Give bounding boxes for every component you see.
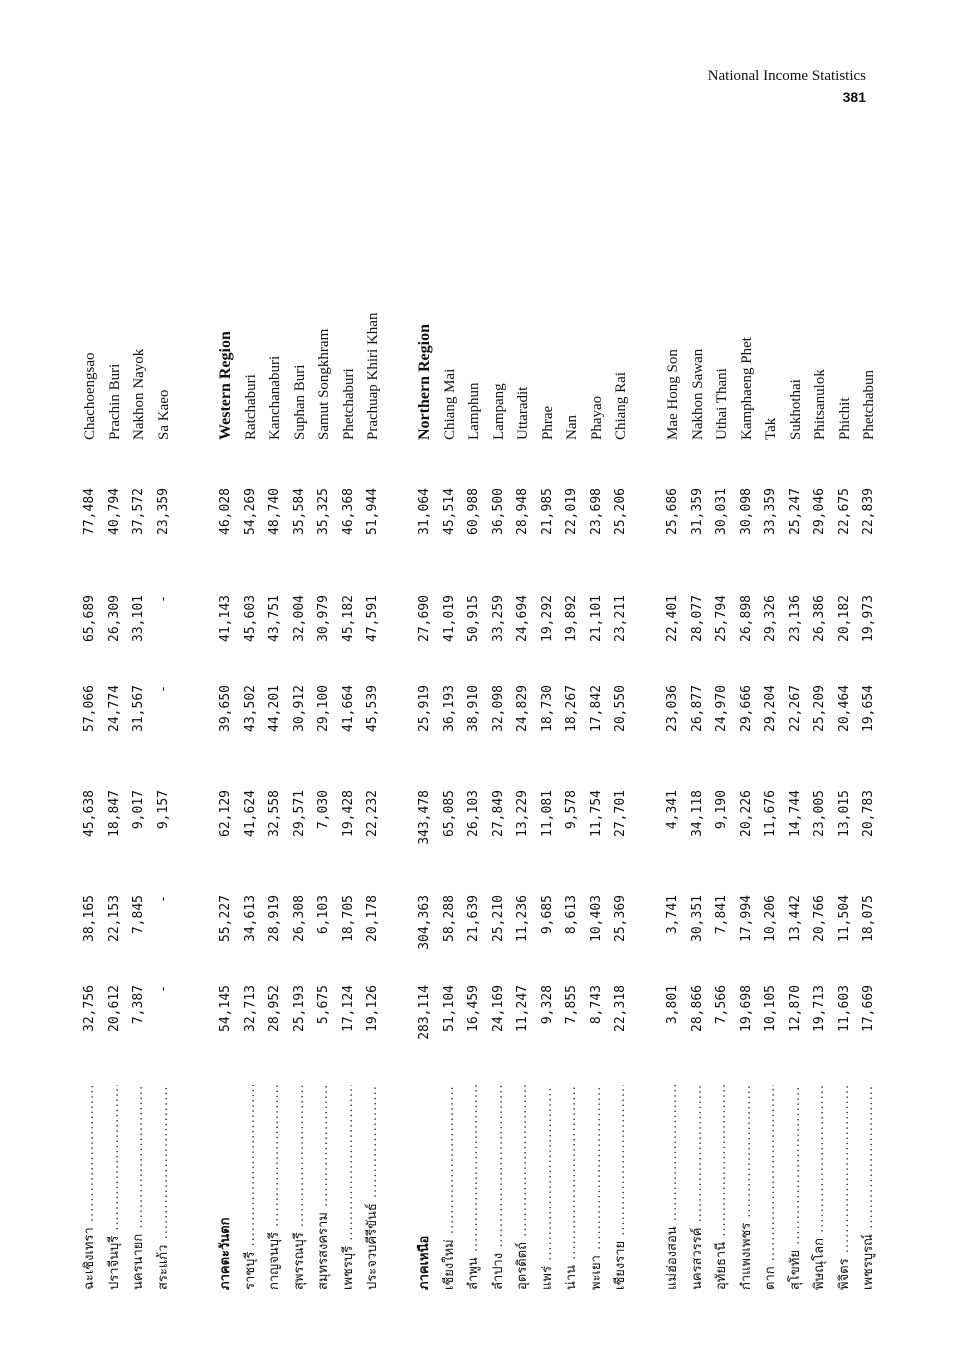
english-name: Uttaradit — [515, 386, 531, 440]
thai-name: แม่ฮ่องสอน ..... — [661, 1085, 686, 1290]
value-cell: 17,994 — [738, 895, 754, 942]
province-row — [78, 240, 103, 1290]
province-row — [759, 240, 784, 1290]
value-cell: 19,698 — [738, 985, 754, 1032]
value-cell: 29,571 — [291, 790, 307, 837]
value-cell: 41,019 — [441, 595, 457, 642]
value-cell: 9,190 — [714, 790, 729, 830]
thai-name: พะเยา ..... — [585, 1085, 610, 1290]
thai-name: เพชรบุรี ..... — [337, 1085, 362, 1290]
value-cell: 25,369 — [613, 895, 628, 942]
value-cell: 25,193 — [291, 985, 307, 1032]
value-cell: - — [155, 595, 171, 603]
value-cell: 23,698 — [588, 488, 604, 535]
province-row — [127, 240, 152, 1290]
thai-name: ตาก ..... — [759, 1085, 784, 1290]
english-name: Nakhon Nayok — [131, 348, 147, 440]
english-name: Lamphun — [466, 382, 482, 440]
province-row — [661, 240, 686, 1290]
value-cell: 19,713 — [812, 985, 827, 1032]
value-cell: 36,193 — [441, 685, 457, 732]
province-row — [686, 240, 711, 1290]
thai-name: สมุทรสงคราม ..... — [312, 1085, 337, 1290]
english-name: Nakhon Sawan — [689, 348, 706, 440]
value-cell: 19,126 — [365, 985, 380, 1032]
value-cell: 26,103 — [466, 790, 481, 837]
value-cell: 48,740 — [267, 488, 282, 535]
value-cell: 7,845 — [131, 895, 146, 935]
province-row — [857, 240, 882, 1290]
value-cell: 20,464 — [836, 685, 852, 732]
english-name: Tak — [763, 417, 779, 440]
english-name: Suphan Buri — [291, 364, 308, 440]
value-cell: 45,182 — [340, 595, 356, 642]
value-cell: 4,341 — [665, 790, 680, 830]
thai-name: พิจิตร ..... — [833, 1085, 858, 1290]
english-name: Sukhothai — [787, 379, 804, 440]
thai-name: ปราจีนบุรี ..... — [103, 1085, 128, 1290]
value-cell: 13,442 — [787, 895, 803, 942]
value-cell: 20,550 — [613, 685, 628, 732]
value-cell: 32,004 — [291, 595, 307, 642]
value-cell: 22,318 — [613, 985, 628, 1032]
value-cell: 21,985 — [539, 488, 555, 535]
value-cell: 43,751 — [267, 595, 282, 642]
thai-name: เชียงใหม่ ..... — [438, 1085, 463, 1290]
value-cell: 13,015 — [836, 790, 852, 837]
thai-name: กาญจนบุรี ..... — [263, 1085, 288, 1290]
value-cell: 16,459 — [466, 985, 481, 1032]
english-name: Mae Hong Son — [665, 349, 681, 440]
value-cell: 36,500 — [490, 488, 506, 535]
value-cell: 11,603 — [836, 985, 852, 1032]
province-row — [585, 240, 610, 1290]
value-cell: 25,209 — [812, 685, 827, 732]
region-row — [214, 240, 239, 1290]
value-cell: 29,666 — [738, 685, 754, 732]
value-cell: 65,689 — [82, 595, 97, 642]
value-cell: 20,766 — [812, 895, 827, 942]
publication-title: National Income Statistics — [707, 68, 866, 84]
value-cell: 18,075 — [861, 895, 876, 942]
value-cell: 23,136 — [787, 595, 803, 642]
value-cell: 27,690 — [417, 595, 432, 642]
province-row — [536, 240, 561, 1290]
value-cell: 21,101 — [588, 595, 604, 642]
thai-name: ประจวบคีรีขันธ์ ..... — [361, 1085, 386, 1290]
value-cell: 30,031 — [714, 488, 729, 535]
row-group — [413, 240, 634, 1290]
value-cell: 11,754 — [588, 790, 604, 837]
row-group — [214, 240, 386, 1290]
value-cell: 26,386 — [812, 595, 827, 642]
province-row — [710, 240, 735, 1290]
value-cell: 28,952 — [267, 985, 282, 1032]
value-cell: 7,841 — [714, 895, 729, 935]
value-cell: 46,028 — [218, 488, 233, 535]
value-cell: 29,204 — [763, 685, 778, 732]
province-row — [361, 240, 386, 1290]
value-cell: 32,713 — [242, 985, 258, 1032]
province-row — [735, 240, 760, 1290]
value-cell: 13,229 — [515, 790, 530, 837]
value-cell: 19,292 — [539, 595, 555, 642]
english-name: Phitsanulok — [812, 369, 828, 440]
value-cell: 58,288 — [441, 895, 457, 942]
province-row — [609, 240, 634, 1290]
value-cell: 19,892 — [564, 595, 579, 642]
value-cell: 18,730 — [539, 685, 555, 732]
english-name: Phayao — [588, 395, 605, 440]
value-cell: 55,227 — [218, 895, 233, 942]
region-row — [413, 240, 438, 1290]
value-cell: 54,145 — [218, 985, 233, 1032]
value-cell: 35,325 — [316, 488, 331, 535]
english-name: Chachoengsao — [82, 352, 98, 440]
value-cell: 22,401 — [665, 595, 680, 642]
value-cell: 25,794 — [714, 595, 729, 642]
value-cell: 77,484 — [82, 488, 97, 535]
value-cell: 20,178 — [365, 895, 380, 942]
value-cell: 46,368 — [340, 488, 356, 535]
english-name: Kamphaeng Phet — [738, 337, 755, 440]
value-cell: 9,685 — [539, 895, 555, 935]
province-row — [337, 240, 362, 1290]
english-name: Lampang — [490, 383, 507, 440]
thai-name: พิษณุโลก ..... — [808, 1085, 833, 1290]
income-table — [78, 240, 878, 1290]
value-cell: 17,842 — [588, 685, 604, 732]
value-cell: 11,504 — [836, 895, 852, 942]
value-cell: 8,613 — [564, 895, 579, 935]
value-cell: 28,077 — [689, 595, 705, 642]
english-name: Samut Songkhram — [316, 328, 332, 440]
value-cell: 30,351 — [689, 895, 705, 942]
thai-name: อุทัยธานี ..... — [710, 1085, 735, 1290]
value-cell: 7,566 — [714, 985, 729, 1025]
value-cell: 34,118 — [689, 790, 705, 837]
english-name: Western Region — [217, 331, 234, 440]
value-cell: 20,612 — [106, 985, 122, 1032]
english-name: Phetchaburi — [340, 368, 357, 440]
value-cell: 18,267 — [564, 685, 579, 732]
value-cell: 20,182 — [836, 595, 852, 642]
value-cell: 12,870 — [787, 985, 803, 1032]
value-cell: 51,944 — [365, 488, 380, 535]
value-cell: 23,005 — [812, 790, 827, 837]
value-cell: 11,247 — [515, 985, 530, 1032]
value-cell: 7,387 — [131, 985, 146, 1025]
value-cell: 22,153 — [106, 895, 122, 942]
value-cell: 32,756 — [82, 985, 97, 1032]
value-cell: 11,236 — [515, 895, 530, 942]
value-cell: 25,919 — [417, 685, 432, 732]
english-name: Phrae — [539, 405, 556, 440]
value-cell: 7,855 — [564, 985, 579, 1025]
province-row — [438, 240, 463, 1290]
value-cell: 24,774 — [106, 685, 122, 732]
value-cell: 19,654 — [861, 685, 876, 732]
value-cell: 31,064 — [417, 488, 432, 535]
value-cell: 38,910 — [466, 685, 481, 732]
english-name: Prachin Buri — [106, 363, 123, 440]
value-cell: 5,675 — [316, 985, 331, 1025]
value-cell: 22,675 — [836, 488, 852, 535]
province-row — [288, 240, 313, 1290]
value-cell: 33,259 — [490, 595, 506, 642]
value-cell: 45,638 — [82, 790, 97, 837]
value-cell: 23,036 — [665, 685, 680, 732]
english-name: Chiang Rai — [613, 372, 629, 440]
thai-name: ภาคเหนือ — [417, 1235, 432, 1290]
value-cell: 41,624 — [242, 790, 258, 837]
value-cell: 24,829 — [515, 685, 530, 732]
value-cell: 25,247 — [787, 488, 803, 535]
thai-name: สุพรรณบุรี ..... — [288, 1085, 313, 1290]
english-name: Sa Kaeo — [155, 389, 172, 440]
value-cell: 37,572 — [131, 488, 146, 535]
value-cell: 26,309 — [106, 595, 122, 642]
value-cell: - — [155, 985, 171, 993]
value-cell: 33,359 — [763, 488, 778, 535]
value-cell: 33,101 — [131, 595, 146, 642]
thai-name: กำแพงเพชร ..... — [735, 1085, 760, 1290]
value-cell: 10,403 — [588, 895, 604, 942]
value-cell: 30,912 — [291, 685, 307, 732]
value-cell: 26,877 — [689, 685, 705, 732]
province-row — [239, 240, 264, 1290]
value-cell: 24,970 — [714, 685, 729, 732]
thai-name: ภาคตะวันตก — [218, 1217, 233, 1290]
value-cell: 45,539 — [365, 685, 380, 732]
value-cell: 32,098 — [490, 685, 506, 732]
value-cell: 3,741 — [665, 895, 680, 935]
thai-name: สระแก้ว ..... — [152, 1085, 177, 1290]
value-cell: 17,669 — [861, 985, 876, 1032]
page-number: 381 — [842, 89, 866, 105]
value-cell: 21,639 — [466, 895, 481, 942]
english-name: Chiang Mai — [441, 368, 458, 440]
value-cell: - — [155, 685, 171, 693]
value-cell: 45,603 — [242, 595, 258, 642]
value-cell: 20,783 — [861, 790, 876, 837]
value-cell: 283,114 — [417, 985, 432, 1040]
value-cell: 7,030 — [316, 790, 331, 830]
value-cell: 29,100 — [316, 685, 331, 732]
value-cell: 40,794 — [106, 488, 122, 535]
value-cell: 29,326 — [763, 595, 778, 642]
thai-name: เพชรบูรณ์ ..... — [857, 1085, 882, 1290]
value-cell: 45,514 — [441, 488, 457, 535]
province-row — [462, 240, 487, 1290]
province-row — [263, 240, 288, 1290]
province-row — [784, 240, 809, 1290]
value-cell: 343,478 — [417, 790, 432, 845]
page-header — [708, 66, 866, 108]
value-cell: 34,613 — [242, 895, 258, 942]
value-cell: 9,017 — [131, 790, 146, 830]
value-cell: 9,328 — [539, 985, 555, 1025]
province-row — [808, 240, 833, 1290]
value-cell: 25,686 — [665, 488, 680, 535]
value-cell: 28,948 — [515, 488, 530, 535]
thai-name: สุโขทัย ..... — [784, 1085, 809, 1290]
value-cell: 44,201 — [267, 685, 282, 732]
english-name: Northern Region — [416, 324, 433, 440]
value-cell: 22,232 — [365, 790, 380, 837]
value-cell: 8,743 — [588, 985, 604, 1025]
value-cell: 31,359 — [689, 488, 705, 535]
value-cell: 28,919 — [267, 895, 282, 942]
value-cell: 50,915 — [466, 595, 481, 642]
value-cell: 9,578 — [564, 790, 579, 830]
value-cell: 39,650 — [218, 685, 233, 732]
value-cell: 31,567 — [131, 685, 146, 732]
value-cell: 19,973 — [861, 595, 876, 642]
thai-name: น่าน ..... — [560, 1085, 585, 1290]
value-cell: 17,124 — [340, 985, 356, 1032]
thai-name: ราชบุรี ..... — [239, 1085, 264, 1290]
province-row — [833, 240, 858, 1290]
value-cell: 19,428 — [340, 790, 356, 837]
value-cell: 35,584 — [291, 488, 307, 535]
value-cell: 304,363 — [417, 895, 432, 950]
thai-name: ฉะเชิงเทรา ..... — [78, 1085, 103, 1290]
value-cell: 23,211 — [613, 595, 628, 642]
value-cell: 23,359 — [155, 488, 171, 535]
province-row — [152, 240, 177, 1290]
value-cell: 54,269 — [242, 488, 258, 535]
value-cell: 11,081 — [539, 790, 555, 837]
value-cell: 26,308 — [291, 895, 307, 942]
english-name: Phetchabun — [861, 370, 877, 440]
english-name: Ratchaburi — [242, 374, 259, 440]
value-cell: 10,105 — [763, 985, 778, 1032]
value-cell: 38,165 — [82, 895, 97, 942]
value-cell: 18,847 — [106, 790, 122, 837]
value-cell: 24,169 — [490, 985, 506, 1032]
value-cell: 25,206 — [613, 488, 628, 535]
value-cell: 27,701 — [613, 790, 628, 837]
value-cell: 60,988 — [466, 488, 481, 535]
value-cell: 28,866 — [689, 985, 705, 1032]
english-name: Kanchanaburi — [267, 355, 283, 440]
thai-name: นครนายก ..... — [127, 1085, 152, 1290]
value-cell: 32,558 — [267, 790, 282, 837]
thai-name: อุตรดิตถ์ ..... — [511, 1085, 536, 1290]
value-cell: 41,143 — [218, 595, 233, 642]
english-name: Phichit — [836, 397, 853, 440]
value-cell: 18,705 — [340, 895, 356, 942]
value-cell: 20,226 — [738, 790, 754, 837]
thai-name: ลำปาง ..... — [487, 1085, 512, 1290]
value-cell: 10,206 — [763, 895, 778, 942]
thai-name: นครสวรรค์ ..... — [686, 1085, 711, 1290]
value-cell: 57,066 — [82, 685, 97, 732]
value-cell: 22,839 — [861, 488, 876, 535]
value-cell: 43,502 — [242, 685, 258, 732]
value-cell: 24,694 — [515, 595, 530, 642]
value-cell: 29,046 — [812, 488, 827, 535]
value-cell: 27,849 — [490, 790, 506, 837]
province-row — [511, 240, 536, 1290]
value-cell: 22,019 — [564, 488, 579, 535]
english-name: Prachuap Khiri Khan — [365, 312, 381, 440]
value-cell: 41,664 — [340, 685, 356, 732]
value-cell: 14,744 — [787, 790, 803, 837]
value-cell: 47,591 — [365, 595, 380, 642]
thai-name: เชียงราย ..... — [609, 1085, 634, 1290]
value-cell: 30,979 — [316, 595, 331, 642]
value-cell: 26,898 — [738, 595, 754, 642]
value-cell: 65,085 — [441, 790, 457, 837]
value-cell: 25,210 — [490, 895, 506, 942]
row-group — [78, 240, 176, 1290]
province-row — [487, 240, 512, 1290]
thai-name: ลำพูน ..... — [462, 1085, 487, 1290]
value-cell: 9,157 — [155, 790, 171, 830]
thai-name: แพร่ ..... — [536, 1085, 561, 1290]
value-cell: 3,801 — [665, 985, 680, 1025]
value-cell: 11,676 — [763, 790, 778, 837]
province-row — [103, 240, 128, 1290]
value-cell: 51,104 — [441, 985, 457, 1032]
row-group — [661, 240, 882, 1290]
english-name: Uthai Thani — [714, 368, 730, 440]
value-cell: 22,267 — [787, 685, 803, 732]
value-cell: 30,098 — [738, 488, 754, 535]
value-cell: 62,129 — [218, 790, 233, 837]
value-cell: 6,103 — [316, 895, 331, 935]
value-cell: - — [155, 895, 171, 903]
english-name: Nan — [564, 415, 580, 440]
province-row — [312, 240, 337, 1290]
province-row — [560, 240, 585, 1290]
